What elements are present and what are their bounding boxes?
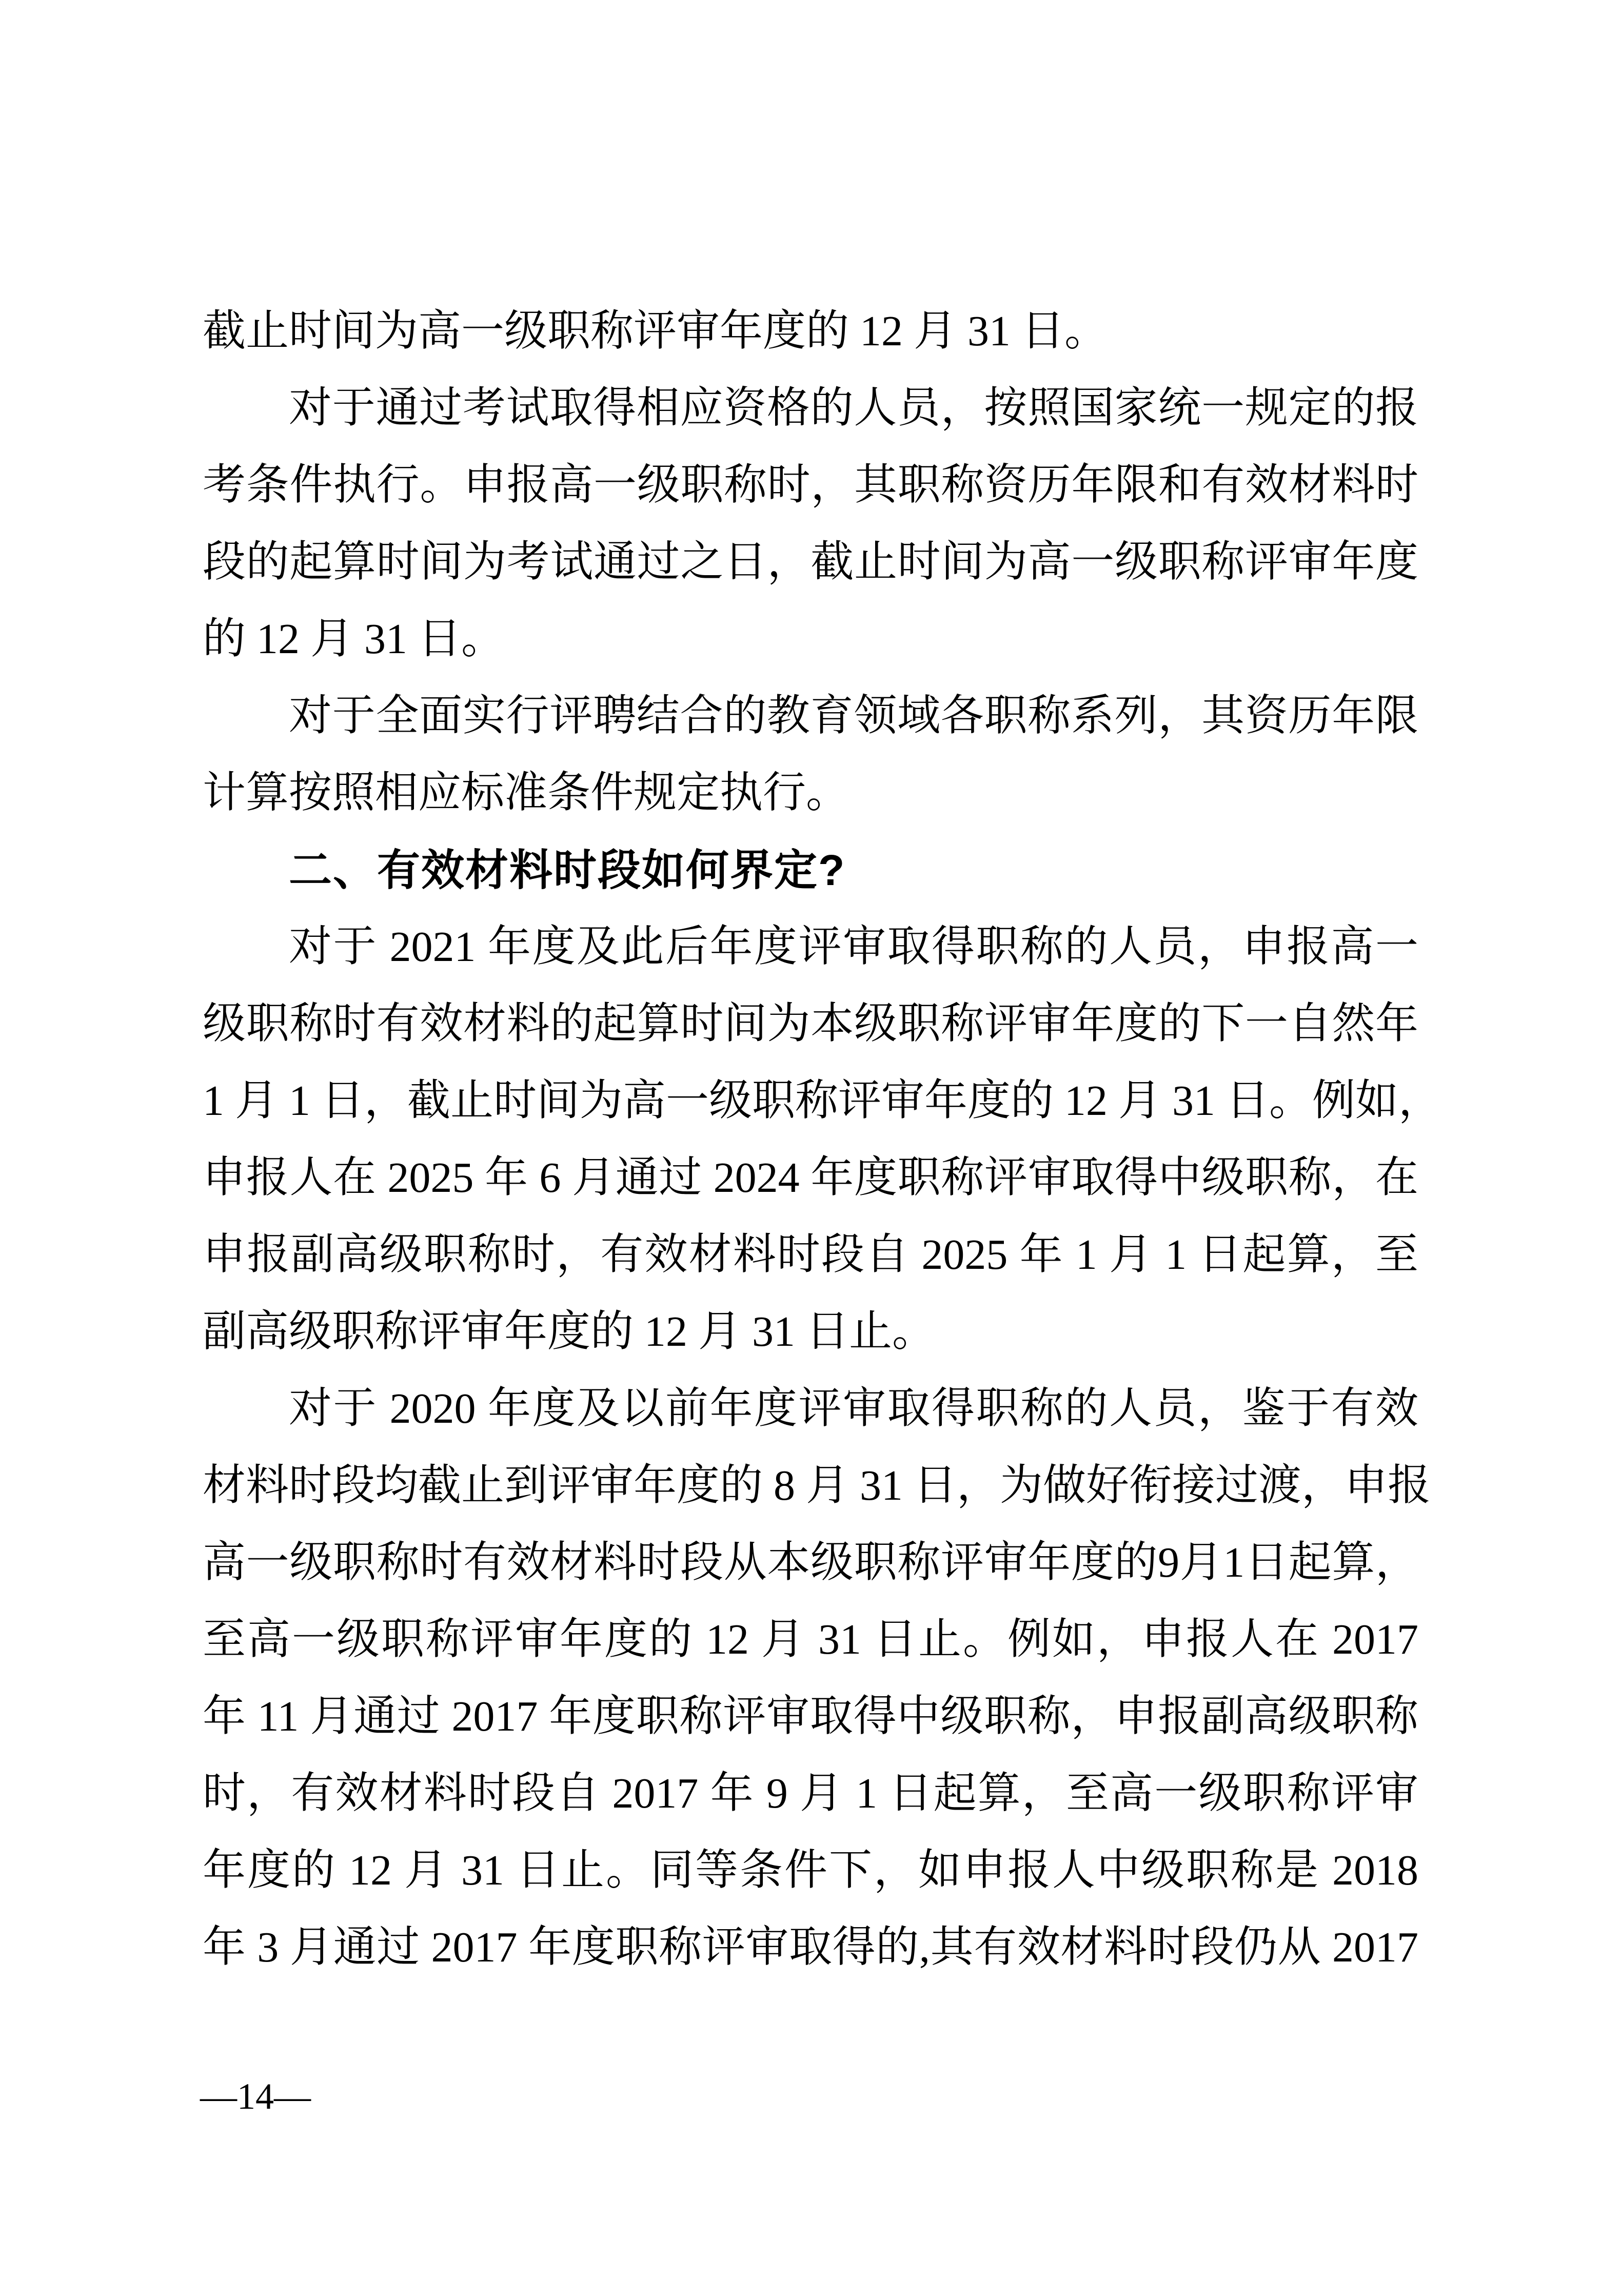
paragraph-line: 计算按照相应标准条件规定执行。 <box>203 769 849 817</box>
paragraph-line: 年 3 月通过 2017 年度职称评审取得的,其有效材料时段仍从 2017 <box>203 1924 1418 1971</box>
paragraph-line: 申报人在 2025 年 6 月通过 2024 年度职称评审取得中级职称，在 <box>203 1154 1418 1202</box>
paragraph-line: 对于 2020 年度及以前年度评审取得职称的人员，鉴于有效 <box>289 1385 1418 1432</box>
paragraph-line: 年 11 月通过 2017 年度职称评审取得中级职称，申报副高级职称 <box>203 1693 1418 1740</box>
paragraph-line: 的 12 月 31 日。 <box>203 615 505 663</box>
paragraph-line: 对于 2021 年度及此后年度评审取得职称的人员，申报高一 <box>289 923 1418 971</box>
section-heading: 二、有效材料时段如何界定? <box>289 846 846 894</box>
paragraph-line: 时，有效材料时段自 2017 年 9 月 1 日起算，至高一级职称评审 <box>203 1770 1418 1817</box>
paragraph-line: 级职称时有效材料的起算时间为本级职称评审年度的下一自然年 <box>203 1000 1418 1048</box>
paragraph-line: 段的起算时间为考试通过之日，截止时间为高一级职称评审年度 <box>203 538 1418 586</box>
paragraph-line: 对于通过考试取得相应资格的人员，按照国家统一规定的报 <box>289 384 1418 432</box>
document-body <box>203 293 1442 1986</box>
paragraph-line: 考条件执行。申报高一级职称时，其职称资历年限和有效材料时 <box>203 461 1418 509</box>
paragraph-line: 对于全面实行评聘结合的教育领域各职称系列，其资历年限 <box>289 692 1418 740</box>
paragraph-line: 高一级职称时有效材料时段从本级职称评审年度的9月1日起算， <box>203 1539 1418 1586</box>
page-number: —14— <box>200 2076 311 2117</box>
paragraph-line: 截止时间为高一级职称评审年度的 12 月 31 日。 <box>203 307 1108 355</box>
paragraph-line: 1 月 1 日，截止时间为高一级职称评审年度的 12 月 31 日。例如， <box>203 1077 1442 1125</box>
paragraph-line: 年度的 12 月 31 日止。同等条件下，如申报人中级职称是 2018 <box>203 1847 1418 1894</box>
paragraph-line: 申报副高级职称时，有效材料时段自 2025 年 1 月 1 日起算，至 <box>203 1231 1418 1279</box>
paragraph-line: 副高级职称评审年度的 12 月 31 日止。 <box>203 1308 936 1356</box>
paragraph-line: 至高一级职称评审年度的 12 月 31 日止。例如，申报人在 2017 <box>203 1616 1418 1663</box>
paragraph-line: 材料时段均截止到评审年度的 8 月 31 日，为做好衔接过渡，申报 <box>203 1462 1431 1509</box>
